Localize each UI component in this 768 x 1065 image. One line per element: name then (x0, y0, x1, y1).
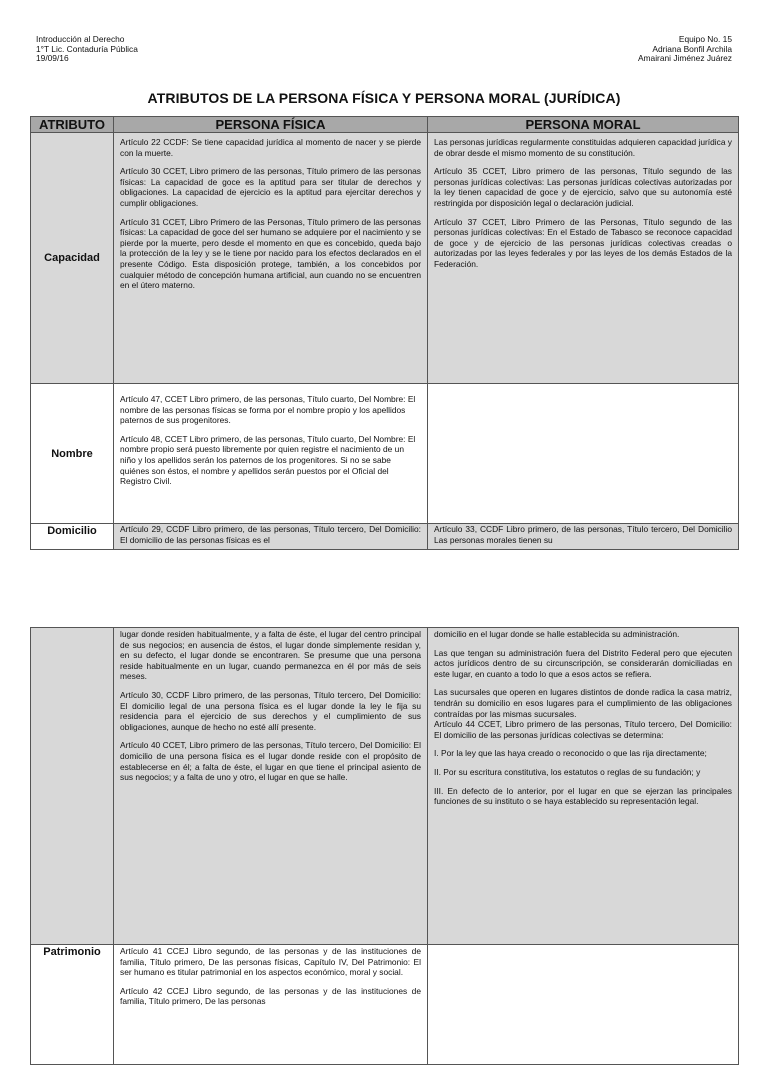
domicilio-fisica-cell-continued (114, 628, 428, 945)
domicilio-fisica-p1: lugar donde residen habitualmente, y a falta de éste, el lugar del centro principal de sus negocios; en ausencia de éstos, el lugar donde simplemente residan y, en su defecto, el lugar donde se encontraren. Se presume que una persona reside habitualmente en un lugar, cuando permanezca en él por más de seis meses. (120, 629, 421, 682)
domicilio-moral-cell-continued (428, 628, 739, 945)
group-name: 1°T Lic. Contaduría Pública (36, 43, 138, 54)
author-2: Amairani Jiménez Juárez (637, 53, 732, 64)
domicilio-fisica-cell (114, 524, 428, 550)
patrimonio-moral-cell (428, 945, 739, 1065)
nombre-moral-cell (428, 384, 739, 524)
domicilio-moral-cell (428, 524, 739, 550)
domicilio-moral-p1: domicilio en el lugar donde se halle establecida su administración. (434, 629, 680, 639)
course-name: Introducción al Derecho (36, 34, 125, 44)
column-header-atributo: ATRIBUTO (31, 117, 114, 133)
attributes-table-continued (30, 627, 739, 1065)
capacidad-moral-p1: Las personas jurídicas regularmente constituidas adquieren capacidad jurídica y de obrar desde el mismo momento de su constitución. (434, 137, 732, 158)
domicilio-moral-p6: II. Por su escritura constitutiva, los estatutos o reglas de su fundación; y (434, 766, 701, 777)
row-label-domicilio-continued (31, 628, 114, 945)
nombre-fisica-p2: Artículo 48, CCET Libro primero, de las personas, Título cuarto, Del Nombre: El nombre propio será puesto libremente por quien registre el nacimiento de un niño y los apellidos serán los paternos de los progenitores. Si no se sabe quiénes son éstos, el nombre y apellidos serán puestos por el Oficial del Registro Civil. (120, 433, 416, 487)
column-header-persona-moral: PERSONA MORAL (428, 117, 739, 133)
capacidad-moral-p2: Artículo 35 CCET, Libro primero de las personas, Título segundo de las personas jurídicas colectivas: Las personas jurídicas colectivas autorizadas por la ley tienen capacidad de goce y de ejercicio, salvo que su autonomía esté restringida por disposición legal o declaración judicial. (434, 166, 732, 208)
author-1: Adriana Bonfil Archila (652, 43, 732, 54)
row-label-domicilio: Domicilio (31, 524, 114, 550)
patrimonio-fisica-cell (114, 945, 428, 1065)
table-row-domicilio-continued (31, 628, 739, 945)
row-label-nombre: Nombre (31, 384, 114, 524)
patrimonio-fisica-p1: Artículo 41 CCEJ Libro segundo, de las personas y de las instituciones de familia, Título primero, De las personas físicas, Capítulo IV, Del Patrimonio: El ser humano es titular patrimonial en los aspectos económico, moral y social. (120, 946, 421, 978)
capacidad-moral-p3: Artículo 37 CCET, Libro Primero de las Personas, Título segundo de las personas jurídicas colectivas: En el Estado de Tabasco se reconoce capacidad de goce y de ejercicio de las personas jurídicas colectivas creadas o autorizadas por las leyes federales y por las leyes de los demás Estados de la Federación. (434, 216, 732, 269)
patrimonio-fisica-p2: Artículo 42 CCEJ Libro segundo, de las personas y de las instituciones de familia, Título primero, De las personas (120, 985, 421, 1007)
domicilio-moral-p4: Artículo 44 CCET, Libro primero de las personas, Título tercero, Del Domicilio: El domicilio de las personas jurídicas colectivas se determina: (434, 719, 732, 740)
table-row-capacidad (31, 133, 739, 384)
table-row-nombre (31, 384, 739, 524)
header-right (638, 35, 732, 64)
capacidad-moral-cell (428, 133, 739, 384)
capacidad-fisica-p3: Artículo 31 CCET, Libro Primero de las Personas, Título primero de las personas físicas: La capacidad de goce del ser humano se adquiere por el nacimiento y se pierde por la muerte, pero desde el momento en que es concebido, queda bajo la protección de la ley y se le tiene por nacido para los efectos declarados en el presente Código. Esta disposición protege, también, a los concebidos por cualquier método de concepción humana artificial, aun cuando no se encuentren en el útero materno. (120, 216, 421, 291)
domicilio-moral-p2: Las que tengan su administración fuera del Distrito Federal pero que ejecuten actos jurídicos dentro de su circunscripción, se considerarán domiciliadas en este lugar, en cuanto a todo lo que a esos actos se refiera. (434, 647, 732, 679)
domicilio-fisica-part1: Artículo 29, CCDF Libro primero, de las personas, Título tercero, Del Domicilio: El domicilio de las personas físicas es el (120, 524, 421, 545)
row-label-capacidad: Capacidad (31, 133, 114, 384)
table-row-patrimonio (31, 945, 739, 1065)
capacidad-fisica-p2: Artículo 30 CCET, Libro primero de las personas, Título primero de las personas físicas: La capacidad de goce es la aptitud para ser titular de derechos y obligaciones. La capacidad de ejercicio es la aptitud para ejercitar derechos y cumplir obligaciones. (120, 166, 421, 208)
column-header-persona-fisica: PERSONA FÍSICA (114, 117, 428, 133)
nombre-fisica-cell (114, 384, 428, 524)
domicilio-moral-part1: Artículo 33, CCDF Libro primero, de las personas, Título tercero, Del Domicilio Las personas morales tienen su (434, 524, 732, 545)
row-label-patrimonio: Patrimonio (31, 945, 114, 1065)
table-row-domicilio (31, 524, 739, 550)
nombre-fisica-p1: Artículo 47, CCET Libro primero, de las personas, Título cuarto, Del Nombre: El nombre de las personas físicas se forma por el nombre propio y los apellidos paternos de sus progenitores. (120, 394, 416, 426)
domicilio-fisica-p2: Artículo 30, CCDF Libro primero, de las personas, Título tercero, Del Domicilio: El domicilio legal de una persona física es el lugar donde la ley le fija su residencia para el ejercicio de sus derechos y el cumplimiento de sus obligaciones, aunque de hecho no esté allí presente. (120, 689, 421, 732)
attributes-table (30, 116, 739, 550)
domicilio-moral-p5: I. Por la ley que las haya creado o reconocido o que las rija directamente; (434, 748, 707, 759)
capacidad-fisica-cell (114, 133, 428, 384)
header-left (36, 35, 138, 64)
domicilio-moral-p3: Las sucursales que operen en lugares distintos de donde radica la casa matriz, tendrán su domicilio en esos lugares para el cumplimiento de las obligaciones contraídas por las mismas sucursales. (434, 687, 732, 719)
table-header-row (31, 117, 739, 133)
domicilio-moral-p7: III. En defecto de lo anterior, por el lugar en que se ejerzan las principales funciones de su instituto o se haya establecido su representación legal. (434, 785, 732, 807)
team-number: Equipo No. 15 (678, 34, 732, 44)
date: 19/09/16 (36, 53, 69, 64)
domicilio-fisica-p3: Artículo 40 CCET, Libro primero de las personas, Título tercero, Del Domicilio: El domicilio de una persona física es el lugar donde reside con el propósito de establecerse en él; a falta de éste, el lugar en que tiene el principal asiento de sus negocios; y a falta de uno y otro, el lugar en que se halle. (120, 740, 421, 783)
capacidad-fisica-p1: Artículo 22 CCDF: Se tiene capacidad jurídica al momento de nacer y se pierde con la muerte. (120, 137, 421, 158)
document-title: ATRIBUTOS DE LA PERSONA FÍSICA Y PERSONA MORAL (JURÍDICA) (147, 90, 621, 106)
